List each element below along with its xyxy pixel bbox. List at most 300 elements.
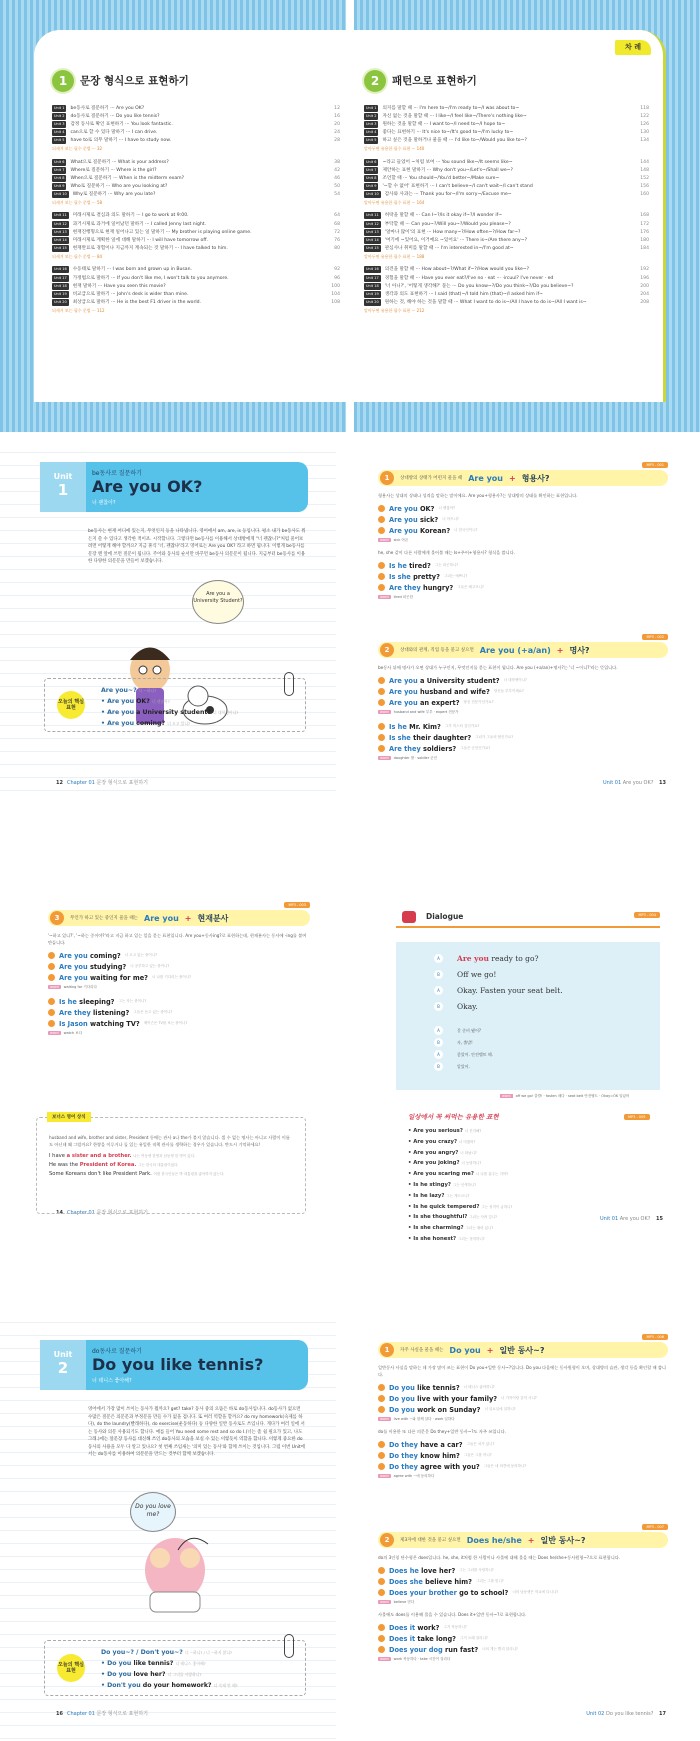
section-pattern-bar: 2 상대와의 관계, 직업 등을 묻고 싶으면 Are you (+a/an) + 명사?	[378, 642, 668, 658]
bullet-icon	[378, 1384, 385, 1391]
section-explanation: do를 이용한 또 다른 의문문 Do they+일반 동사~?도 자주 쓰입니다.	[378, 1429, 506, 1434]
useful-expression: • Is he stingy? 그는 인색하니?	[408, 1181, 477, 1188]
toc-list	[52, 104, 340, 320]
toc-page-number: 152	[640, 175, 649, 181]
toc-review-row[interactable]: 알아두면 유용한 필수 표현 ··· 212	[364, 307, 425, 313]
example-sentence	[378, 1622, 668, 1633]
toc-list	[364, 104, 649, 320]
section-1	[378, 463, 668, 606]
unit-subtitle: be동사로 질문하기	[92, 470, 142, 477]
dialogue-line	[434, 1002, 478, 1011]
toc-page-number: 200	[640, 283, 649, 289]
key-expression-item: • Do you love her? 너 그녀를 사랑하니?	[101, 1671, 202, 1678]
bullet-icon	[48, 1020, 55, 1027]
toc-review-row[interactable]: 알아두면 유용한 필수 표현 ··· 188	[364, 253, 425, 259]
useful-expression-translation: 그는 인색하니?	[452, 1182, 477, 1187]
bullet-icon	[48, 1009, 55, 1016]
section-pattern-bar: 1 자주 사실을 물을 때는 Do you + 일반 동사~?	[378, 1342, 668, 1358]
bonus-note-lead: He was the	[49, 1162, 80, 1168]
example-translation: 그거 작동하니?	[443, 1625, 467, 1629]
toc-entry-title: 수동태로 말하기 ··· I was born and grown up in Busan.	[72, 267, 192, 273]
bullet-icon	[378, 699, 385, 706]
key-expression-list: Do you~? / Don't you~? 너 ~하니? / 너 ~하지 않니? • Do you like tennis? 너 테니스 좋아해? • Do you love her? 너 그녀를 사랑하니? • Don't you do your homework? 너 숙제 안 해?	[101, 1649, 238, 1689]
dialogue-translation-line	[434, 1050, 493, 1059]
toc-entry-title: What으로 질문하기 ··· What is your address?	[70, 159, 169, 165]
toc-unit-label: Unit 10	[366, 192, 379, 197]
toc-entry-title: 비교급으로 말하기 ··· John's desk is wider than mine.	[72, 291, 189, 297]
example-english	[389, 573, 440, 581]
toc-page-number: 130	[640, 130, 649, 136]
example-pattern: Are you	[389, 676, 420, 685]
useful-expression: • Is he lazy? 그는 게으르니?	[408, 1192, 470, 1199]
toc-page-number: 42	[334, 167, 340, 173]
example-sentence	[48, 1018, 310, 1029]
useful-expression-translation: 너 화났니?	[460, 1150, 477, 1155]
toc-page-number: 64	[334, 213, 340, 219]
toc-row[interactable]	[52, 191, 340, 199]
toc-row[interactable]	[52, 282, 340, 290]
dialogue-translation: 알았어.	[457, 1063, 470, 1069]
toc-row[interactable]	[364, 183, 649, 191]
useful-expressions-heading: 일상에서 꼭 써먹는 유용한 표현	[408, 1113, 499, 1121]
toc-row[interactable]	[52, 166, 340, 174]
toc-unit-label: Unit 10	[54, 192, 67, 197]
toc-row[interactable]	[364, 120, 649, 128]
toc-row[interactable]	[52, 228, 340, 236]
example-translation: 그들은 배고프니?	[457, 585, 484, 589]
page-13	[354, 440, 690, 800]
example-list	[378, 1439, 668, 1472]
toc-row[interactable]	[52, 236, 340, 244]
example-english	[389, 527, 450, 535]
bonus-note-tag: 보너스 영어 상식	[47, 1112, 91, 1122]
toc-row[interactable]	[52, 112, 340, 120]
toc-review-row[interactable]: 되새겨 보는 필수 문법 ··· 84	[52, 253, 103, 259]
useful-expression: • Are you angry? 너 화났니?	[408, 1149, 477, 1156]
key-expression-item: • Don't you do your homework? 너 숙제 안 해?	[101, 1682, 238, 1689]
page-footer: 12 Chapter 01 문장 형식으로 표현하기	[56, 780, 148, 786]
toc-row[interactable]	[364, 266, 649, 274]
bonus-note-highlight: President of Korea.	[79, 1162, 137, 1168]
example-translation: 그녀는 예쁘니?	[443, 574, 468, 578]
key-expression-object: love her?	[133, 1671, 166, 1678]
useful-expression-translation: 너 진지해?	[464, 1129, 482, 1133]
example-rest: soldiers?	[423, 744, 457, 753]
key-expression-badge: 오늘의 핵심표현	[57, 691, 85, 719]
toc-row[interactable]	[364, 137, 649, 145]
key-expression-list: Are you~? 너 ~하니? • Are you OK? 너 괜찮아? • Are you a University student? 너 대학생이니? • Are you coming? 너 오고 있니?	[101, 687, 239, 727]
toc-review-row[interactable]: 되새겨 보는 필수 문법 ··· 112	[52, 307, 105, 313]
useful-expression-translation: 너 나를 겁주는 거야?	[475, 1172, 509, 1177]
key-expression-translation: 너 그녀를 사랑하니?	[167, 1672, 202, 1677]
key-expression-badge: 오늘의 핵심표현	[57, 1654, 85, 1682]
intro-paragraph: 영어에서 가장 많이 쓰이는 동사가 뭘까요? get? take? 동사 중의 으뜸은 바로 do동사입니다. do동사가 없으면 수많은 질문은 의문문과 부정문을 만들 수가 없을 겁니다. 또 여러 역할을 할까요? do my homework(숙제를 하다), do the laundry(빨래하다), do exercise(운동하다) 등 다양한 일반 동사로도 쓰입니다. 게다가 여러 일에 서는 동사와 의문 사용되기도 합니다. 예를 들어 You need some rest and so do I.(너는 좀 쉴 필요가 있고, 나도 그래.)에는 앞문장 동사를 대신해 쓰인 do동사의 모습을 보실 수 있는 이렇듯이 역할을 합니다. 이렇게 중요한 do동사의 사용을 모두 다 알고 있나요? 첫 번째 쓰임새는 '의미 있는 동사'와 함께 쓰이는 것입니다. 그럼 이번 Unit에서는 do동사를 이용하여 의문문을 만드는 것부터 함께 보겠습니다.	[88, 1407, 305, 1457]
unit-title-translation: 너 테니스 좋아해?	[92, 1378, 132, 1384]
toc-unit-label: Unit 7	[54, 167, 65, 172]
bonus-note-translation: 그는 한국의 대통령이었다.	[137, 1163, 179, 1167]
example-pattern: Is he	[59, 997, 80, 1006]
toc-row[interactable]	[364, 228, 649, 236]
example-rest: pretty?	[413, 572, 440, 581]
toc-row[interactable]	[364, 212, 649, 220]
toc-page-number: 208	[640, 300, 649, 306]
bonus-note-translation: 나는 여동생 한명과 남동생 한 명이 있다.	[133, 1154, 196, 1158]
key-expression-pattern: Are you	[107, 709, 137, 716]
toc-page-number: 68	[334, 221, 340, 227]
example-rest: a University student?	[419, 676, 500, 685]
toc-unit-label: Unit 11	[366, 213, 379, 218]
useful-expression-english: Are you joking?	[413, 1160, 460, 1167]
example-english	[389, 1441, 463, 1449]
dialogue-translation-line	[434, 1062, 470, 1071]
example-sentence	[378, 743, 668, 754]
toc-entry-title: 의지를 말할 때 ··· I'm here to~/I'm ready to~/I was about to~	[382, 105, 520, 111]
dialogue-text	[457, 1002, 478, 1011]
toc-row[interactable]	[52, 212, 340, 220]
toc-row[interactable]	[52, 137, 340, 145]
bullet-icon	[48, 998, 55, 1005]
toc-unit-label: Unit 15	[366, 246, 379, 251]
bullet-icon	[378, 723, 385, 730]
example-list	[378, 721, 668, 754]
example-translation: 당신들 부부이세요?	[493, 689, 524, 693]
example-translation: 너의 남동생은 학교에 다니니?	[512, 1590, 559, 1594]
toc-review-row[interactable]: 알아두면 유용한 필수 표현 ··· 164	[364, 199, 425, 205]
example-list	[378, 1622, 668, 1655]
example-pattern: Does your dog	[389, 1645, 446, 1654]
toc-row[interactable]	[364, 158, 649, 166]
example-list	[48, 950, 310, 983]
toc-row[interactable]	[364, 174, 649, 182]
toc-row[interactable]	[364, 191, 649, 199]
example-english	[389, 1578, 472, 1586]
bonus-note-example	[49, 1161, 293, 1170]
example-pattern: Does it	[389, 1634, 418, 1643]
toc-row[interactable]	[364, 220, 649, 228]
toc-entry-title: 의견을 말할 때 ··· How about~?/What if~?/How would you like~?	[384, 267, 530, 273]
toc-unit-label: Unit 15	[54, 246, 67, 251]
toc-tag: 차 례	[615, 40, 651, 55]
example-pattern: Are you	[59, 973, 90, 982]
example-english	[389, 1624, 440, 1632]
toc-entry-title: 자신 없는 것을 말할 때 ··· I like~/I feel like~/There's nothing like~	[382, 113, 527, 119]
speaker-badge: A	[434, 954, 443, 963]
toc-unit-label: Unit 20	[366, 300, 379, 305]
example-sentence	[378, 1404, 668, 1415]
example-list	[378, 503, 668, 536]
example-sentence	[48, 996, 310, 1007]
key-expression-translation: 너 오고 있니?	[167, 721, 191, 726]
bullet-icon	[378, 1578, 385, 1585]
toc-chapter-heading	[52, 70, 340, 92]
toc-page-number: 54	[334, 192, 340, 198]
paperclip-icon	[284, 1634, 294, 1658]
useful-expression: • Is he quick tempered? 그는 성격이 급하니?	[408, 1203, 513, 1210]
bullet-icon	[378, 573, 385, 580]
toc-row[interactable]	[52, 174, 340, 182]
example-rest: sleeping?	[79, 997, 115, 1006]
speech-bubble: Do you love me?	[130, 1492, 176, 1532]
toc-unit-label: Unit 19	[366, 291, 379, 296]
unit-subtitle: do동사로 질문하기	[92, 1348, 142, 1355]
dialogue-title: Dialogue	[426, 912, 464, 921]
example-pattern: Are they	[389, 583, 424, 592]
toc-row[interactable]	[364, 290, 649, 298]
toc-page-number: 122	[640, 113, 649, 119]
dialogue-text	[457, 986, 563, 995]
section-pattern-bar: 2 제3자에 대한 것을 묻고 싶으면 Does he/she + 일반 동사~?	[378, 1532, 668, 1548]
toc-row[interactable]	[52, 120, 340, 128]
example-pattern: Are you	[389, 526, 420, 535]
toc-unit-label: Unit 4	[54, 130, 65, 135]
dialogue-line	[434, 954, 539, 963]
toc-entry-title: 현재완료로 경험이나 지금까지 계속되는 것 말하기 ··· I have talked to him.	[72, 246, 228, 252]
example-rest: like tennis?	[417, 1383, 460, 1392]
key-expression-object: OK?	[136, 698, 150, 705]
toc-entry-title: 조언할 때 ··· You should~/You'd better~/Make sure~	[382, 175, 500, 181]
useful-expression-english: Are you angry?	[413, 1149, 459, 1156]
useful-expression-english: Are you crazy?	[413, 1138, 458, 1145]
bullet-icon	[378, 584, 385, 591]
dialogue-panel	[396, 942, 660, 1090]
example-english	[389, 1589, 508, 1597]
useful-expression-translation: 그녀는 정직하니?	[457, 1236, 485, 1241]
speaker-badge: B	[434, 1038, 443, 1047]
toc-unit-label: Unit 20	[54, 300, 67, 305]
toc-entry-title: have to로 의무 말하기 ··· I have to study now.	[70, 138, 171, 144]
toc-unit-label: Unit 14	[54, 238, 67, 243]
toc-unit-label: Unit 17	[54, 275, 67, 280]
toc-unit-label: Unit 3	[54, 121, 65, 126]
example-sentence	[48, 1007, 310, 1018]
bullet-icon	[378, 1463, 385, 1470]
bullet-icon	[378, 1635, 385, 1642]
toc-entry-title: 현재진행형으로 현재 일어나고 있는 일 말하기 ··· My brother is playing online game.	[72, 229, 252, 235]
toc-entry-title: 가정법으로 말하기 ··· If you don't like me, I won't talk to you anymore.	[72, 275, 229, 281]
example-sentence	[378, 1382, 668, 1393]
toc-unit-label: Unit 16	[54, 267, 67, 272]
dialogue-translation: 좋았어. 안전벨트 해.	[457, 1051, 493, 1057]
useful-expression: • Is she charming? 그녀는 매력 있니?	[408, 1225, 494, 1232]
toc-page-number: 134	[640, 138, 649, 144]
toc-group-gap	[52, 315, 340, 320]
example-rest: waiting for me?	[89, 973, 148, 982]
example-pattern: Do you	[389, 1394, 418, 1403]
bonus-note-example	[49, 1152, 293, 1161]
toc-unit-label: Unit 8	[366, 175, 377, 180]
example-translation: 너 공부하고 있는 중이니?	[130, 964, 170, 968]
example-rest: have a car?	[420, 1440, 463, 1449]
toc-row[interactable]	[52, 183, 340, 191]
example-list	[378, 560, 668, 593]
toc-unit-label: Unit 6	[54, 159, 65, 164]
toc-page-number: 92	[334, 267, 340, 273]
example-english	[389, 1646, 478, 1654]
example-sentence	[378, 1393, 668, 1404]
example-translation: 너 일요일에 일하니?	[484, 1407, 516, 1411]
useful-expression: • Are you serious? 너 진지해?	[408, 1128, 482, 1134]
speaker-badge: A	[434, 986, 443, 995]
toc-entry-title: 최상급으로 말하기 ··· He is the best F1 driver in the world.	[72, 300, 201, 306]
dialogue-translation: 자, 출발!	[457, 1039, 473, 1045]
toc-entry-title: When으로 질문하기 ··· When is the midterm exam?	[70, 175, 185, 181]
dialogue-highlight: Are you	[457, 954, 489, 963]
toc-row[interactable]	[52, 104, 340, 112]
example-translation: 너 테니스 좋아하니?	[463, 1385, 495, 1389]
key-expression-translation: 너 숙제 안 해?	[213, 1683, 238, 1688]
example-rest: hungry?	[423, 583, 454, 592]
useful-expression: • Are you crazy? 너 미쳤어?	[408, 1138, 476, 1145]
example-translation: 그들은 그를 아니?	[463, 1453, 492, 1457]
example-list	[48, 996, 310, 1029]
toc-row[interactable]	[364, 282, 649, 290]
toc-unit-label: Unit 17	[366, 275, 379, 280]
example-rest: listening?	[93, 1008, 130, 1017]
example-sentence	[378, 1565, 668, 1576]
word-note: word waiting for 기다리다	[50, 985, 97, 989]
toc-page-number: 100	[331, 283, 340, 289]
toc-row[interactable]	[364, 112, 649, 120]
toc-entry-title: '얼마나 많이'의 표현 ··· How many~?/How often~?/How far~?	[384, 229, 521, 235]
toc-entry-title: 감정 동사로 확인 표현하기 ··· You look fantastic.	[70, 121, 173, 127]
toc-entry-title: 원하는 것을 말할 때 ··· I want to~/I need to~/I hope to~	[382, 121, 506, 127]
toc-row[interactable]	[52, 245, 340, 253]
speaker-badge: B	[434, 1062, 443, 1071]
toc-page-number: 104	[331, 291, 340, 297]
toc-row[interactable]	[52, 274, 340, 282]
toc-page-number: 180	[640, 238, 649, 244]
toc-row[interactable]	[52, 158, 340, 166]
example-sentence	[378, 1439, 668, 1450]
toc-row[interactable]	[364, 274, 649, 282]
section-explanation: 사물에도 does를 이용해 물을 수 있습니다. Does it+일반 동사~?로 표현합니다.	[378, 1612, 527, 1617]
section-2	[378, 1525, 668, 1668]
toc-row[interactable]	[364, 245, 649, 253]
toc-row[interactable]	[364, 299, 649, 307]
mp3-track-badge: MP3 - 006	[642, 1334, 668, 1340]
mp3-track-badge: MP3 - 002	[642, 634, 668, 640]
key-expression-box	[44, 678, 306, 732]
toc-entry-title: Where로 질문하기 ··· Where is the girl?	[70, 167, 157, 173]
example-translation: 너 대학생이니?	[503, 678, 527, 682]
example-rest: Korean?	[419, 526, 451, 535]
dialogue-rest: ready to go?	[488, 954, 539, 963]
example-translation: 너 아프니?	[442, 517, 459, 521]
toc-review-row[interactable]: 알아두면 유용한 필수 표현 ··· 140	[364, 145, 425, 151]
toc-unit-label: Unit 3	[366, 121, 377, 126]
toc-page-number: 72	[334, 229, 340, 235]
example-translation: 너 나를 기다리는 중이니?	[152, 975, 192, 979]
toc-page-number: 184	[640, 246, 649, 252]
example-sentence	[378, 571, 668, 582]
toc-row[interactable]	[52, 290, 340, 298]
toc-row[interactable]	[52, 220, 340, 228]
toc-row[interactable]	[52, 299, 340, 307]
example-rest: an expert?	[419, 698, 460, 707]
toc-entry-title: 부탁할 때 ··· Can you~?/Will you~?/Would you please~?	[384, 221, 511, 227]
intro-paragraph: be동사는 현재 어디에 있는지, 무엇인지 등을 나타냅니다. 영어에서 am, are, is 등입니다. 평소 내가 be동사도 뭐든지 쓸 수 있다고 생각한 적이죠. 시작합니다. 그렇다면 be동사를 이용해서 상대방에게 "너 괜찮니?"처럼 물어보려면 어떻게 해야 할까요? 지금 휴식 '너, 괜찮냐'라고 영어로는 Are you OK? 라고 하면 됩니다. 이렇게 be동사를 문장 맨 앞에 쓰면 질문이 됩니다. 주어와 동사의 순서만 바꾸면 be동사 의문문이 됩니다. 지금부터 be동사를 이용한 다양한 의문문을 만들어 보겠습니다.	[88, 529, 306, 564]
example-pattern: Are you	[389, 515, 420, 524]
example-sentence	[378, 686, 668, 697]
dialogue-text	[457, 954, 539, 963]
key-expression-item: • Are you coming? 너 오고 있니?	[101, 720, 191, 727]
toc-row[interactable]	[52, 266, 340, 274]
bullet-icon	[378, 1567, 385, 1574]
key-expression-item: • Are you a University student? 너 대학생이니?	[101, 709, 239, 716]
bonus-note-box	[36, 1117, 306, 1214]
example-pattern: Are you	[389, 698, 420, 707]
section-1	[378, 1335, 668, 1485]
toc-unit-label: Unit 1	[366, 105, 377, 110]
dialogue-rest: Okay.	[457, 1002, 478, 1011]
useful-expression-translation: 그녀는 사려 깊니?	[469, 1215, 497, 1220]
key-expression-pattern: Do you	[107, 1660, 134, 1667]
paperclip-icon	[284, 672, 294, 696]
toc-entry-title: Who로 질문하기 ··· Who are you looking at?	[70, 184, 168, 190]
toc-row[interactable]	[52, 129, 340, 137]
toc-unit-label: Unit 1	[54, 105, 65, 110]
useful-expression-english: Is he lazy?	[413, 1192, 445, 1199]
example-pattern: Are they	[389, 744, 424, 753]
toc-page-number: 204	[640, 291, 649, 297]
toc-review-row[interactable]: 되새겨 보는 필수 문법 ··· 32	[52, 145, 103, 151]
bonus-note-text: husband and wife, brother and sister, President 등에는 관사 a나 the가 붙지 않습니다. 셀 수 없는 명사는 아니고 사람이 이름도 아닌데 왜 그럴까요? 한쌍을 이루거나 둘 있는 유일한 직책 관사를 생략하는 경우가 있습니다. 반드시 기억하세요!	[49, 1135, 290, 1147]
page-footer: 16 Chapter 01 문장 형식으로 표현하기	[56, 1711, 148, 1717]
key-expression-object: like tennis?	[133, 1660, 174, 1667]
example-english	[59, 1020, 140, 1028]
useful-expression-translation: 그는 게으르니?	[446, 1193, 470, 1198]
toc-row[interactable]	[364, 166, 649, 174]
toc-entry-title: 감사와 사과는 ··· Thank you for~/I'm sorry~/Excuse me~	[384, 192, 512, 198]
bonus-note-highlight: a sister and a brother.	[66, 1153, 132, 1159]
useful-expression-english: Is she honest?	[413, 1235, 457, 1242]
example-translation: 너 한국인이니?	[454, 528, 478, 532]
mp3-track-badge: MP3 - 003	[284, 902, 310, 908]
useful-expression-english: Is he quick tempered?	[413, 1203, 480, 1210]
useful-expression: • Is she honest? 그녀는 정직하니?	[408, 1235, 485, 1242]
example-sentence	[378, 1644, 668, 1655]
example-english	[389, 1463, 480, 1471]
example-sentence	[378, 721, 668, 732]
toc-review-row[interactable]: 되새겨 보는 필수 문법 ··· 58	[52, 199, 103, 205]
toc-row[interactable]	[364, 129, 649, 137]
example-translation: 너 괜찮아?	[438, 506, 455, 510]
key-expression-translation: 너 괜찮아?	[151, 699, 170, 704]
key-expression-object: a University student?	[136, 709, 211, 716]
toc-page-number: 148	[640, 167, 649, 173]
toc-entry-title: ~라고 들었어 ~처럼 보여 ··· You sound like~/It seems like~	[382, 159, 513, 165]
toc-unit-label: Unit 18	[366, 283, 379, 288]
dialogue-translation-line	[434, 1038, 473, 1047]
toc-row[interactable]	[364, 236, 649, 244]
example-list	[378, 1382, 668, 1415]
example-pattern: Do you	[389, 1383, 418, 1392]
example-pattern: Do they	[389, 1462, 421, 1471]
section-pattern-bar: 1 상대방의 상태가 어떤지 물을 때 Are you + 형용사?	[378, 470, 668, 486]
bonus-note-lead: Some Koreans don't like President Park.	[49, 1171, 152, 1177]
example-sentence	[378, 732, 668, 743]
bonus-note-example	[49, 1170, 293, 1179]
toc-page-number: 156	[640, 184, 649, 190]
toc-group-gap	[364, 315, 649, 320]
toc-row[interactable]	[364, 104, 649, 112]
bullet-icon	[378, 1624, 385, 1631]
unit-header	[40, 462, 308, 512]
example-english	[389, 699, 460, 707]
dialogue-text	[457, 970, 496, 979]
example-sentence	[48, 950, 310, 961]
toc-unit-label: Unit 12	[366, 221, 379, 226]
